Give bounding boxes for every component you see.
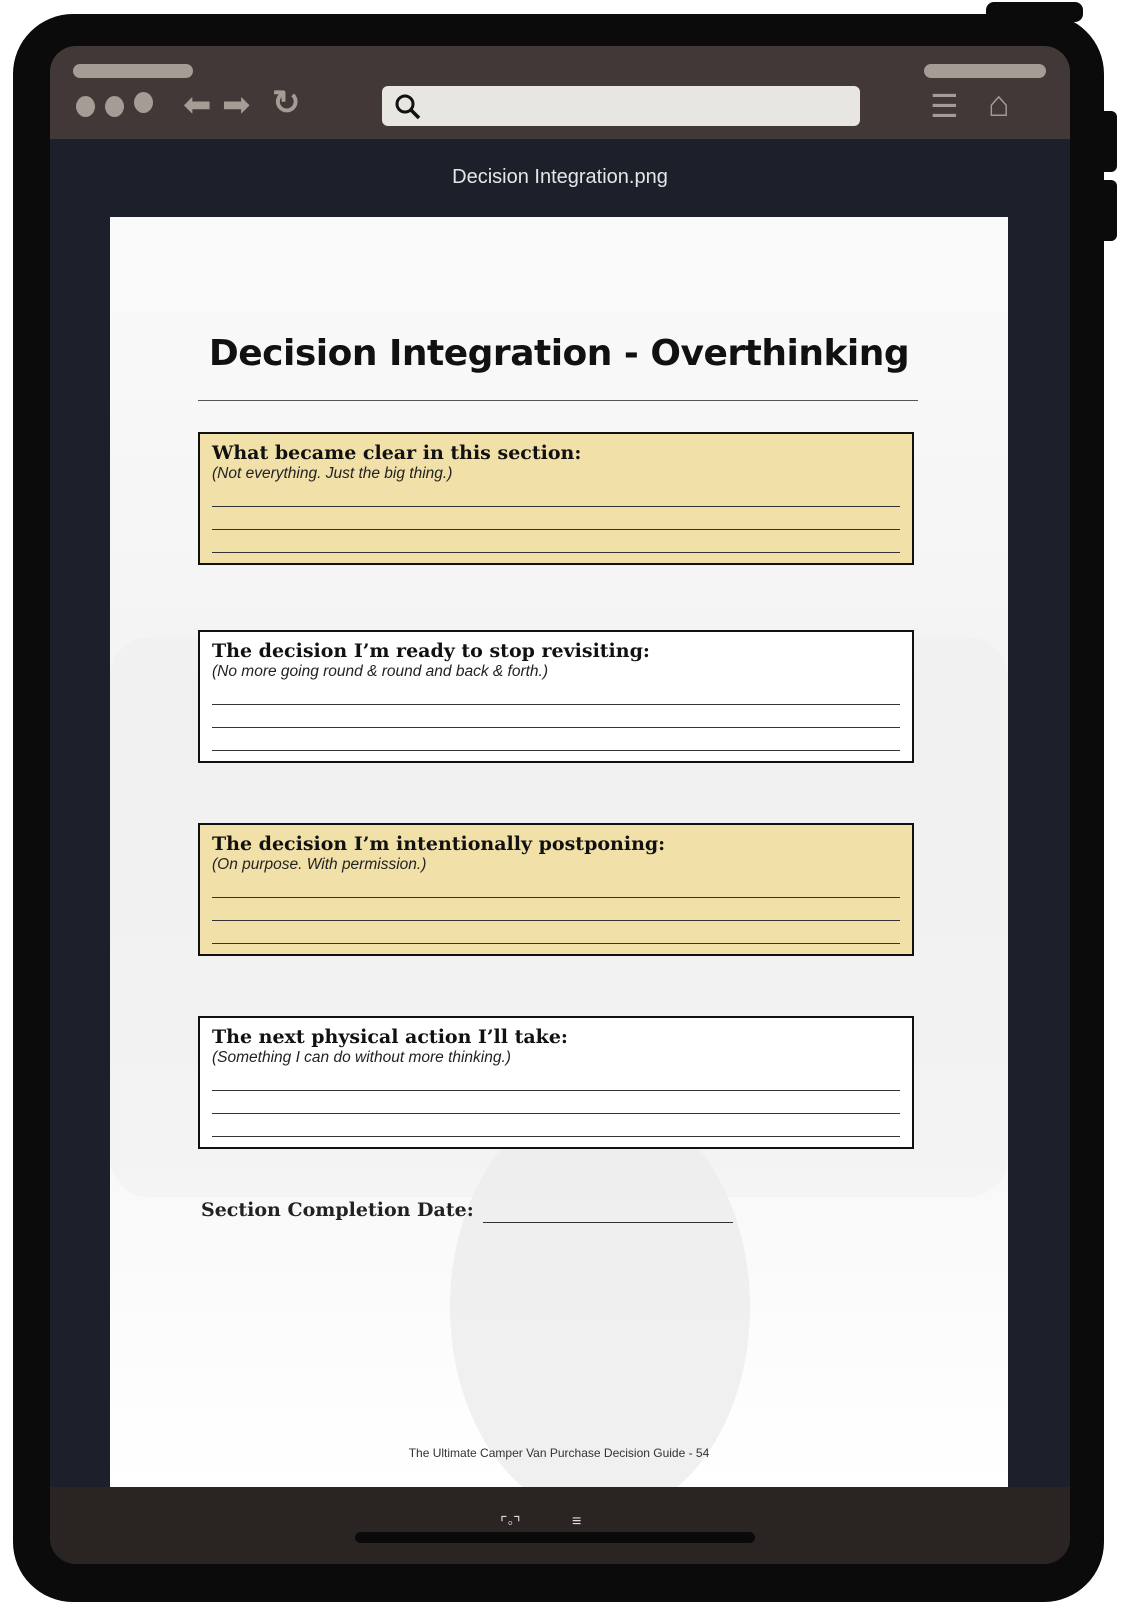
tab-pill[interactable] [73,64,193,78]
completion-date-field[interactable] [483,1222,733,1223]
completion-date-label: Section Completion Date: [201,1199,474,1221]
writing-line [212,506,900,507]
writing-line [212,1090,900,1091]
section-box-postponing[interactable] [198,823,914,956]
back-arrow-icon[interactable]: ⬅ [183,86,212,124]
tablet-frame [13,14,1104,1602]
writing-line [212,943,900,944]
page-heading: Decision Integration - Overthinking [208,333,910,374]
section-title: What became clear in this section: [212,442,582,464]
section-subtitle: (Not everything. Just the big thing.) [212,465,453,482]
home-indicator[interactable] [355,1532,755,1543]
section-box-next-action[interactable] [198,1016,914,1149]
writing-line [212,1113,900,1114]
writing-line [212,529,900,530]
writing-line [212,750,900,751]
search-input[interactable] [382,86,860,126]
tab-pill[interactable] [924,64,1046,78]
writing-line [212,704,900,705]
reload-icon[interactable]: ↻ [272,84,301,122]
section-subtitle: (No more going round & round and back & forth.) [212,663,549,680]
scan-icon[interactable]: ⌜◦⌝ [500,1515,521,1532]
section-title: The next physical action I’ll take: [212,1026,568,1048]
browser-toolbar [50,46,1070,139]
writing-line [212,552,900,553]
screen [50,46,1070,1564]
window-dot[interactable] [134,92,153,113]
section-subtitle: (On purpose. With permission.) [212,856,427,873]
bottom-bar [50,1487,1070,1564]
heading-divider [198,400,918,401]
writing-line [212,897,900,898]
writing-line [212,1136,900,1137]
section-title: The decision I’m intentionally postponing: [212,833,666,855]
section-box-clear[interactable] [198,432,914,565]
forward-arrow-icon[interactable]: ➡ [222,86,251,124]
writing-line [212,727,900,728]
file-title: Decision Integration.png [452,166,668,188]
section-subtitle: (Something I can do without more thinking.) [212,1049,511,1066]
text-scan-icon[interactable]: ≡ [572,1513,582,1530]
search-icon [394,93,422,121]
window-dot[interactable] [105,96,124,117]
menu-icon[interactable]: ☰ [930,88,959,124]
section-title: The decision I’m ready to stop revisiting: [212,640,650,662]
window-dot[interactable] [76,96,95,117]
section-box-stop-revisiting[interactable] [198,630,914,763]
page-footer: The Ultimate Camper Van Purchase Decision Guide - 54 [408,1446,710,1460]
document-page [110,217,1008,1487]
home-icon[interactable]: ⌂ [988,83,1010,124]
writing-line [212,920,900,921]
